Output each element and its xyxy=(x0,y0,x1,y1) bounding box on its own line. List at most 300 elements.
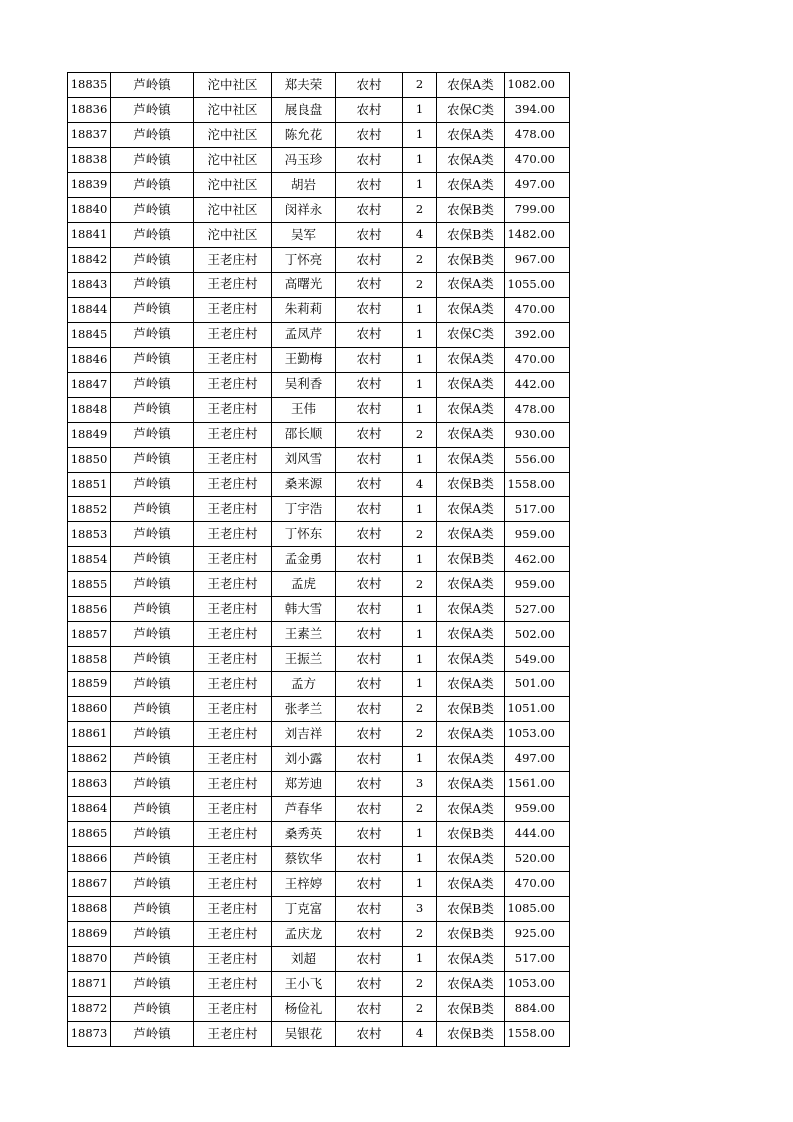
table-row xyxy=(68,73,570,98)
town-cell: 芦岭镇 xyxy=(111,597,194,622)
village-cell: 王老庄村 xyxy=(194,971,272,996)
record-number-cell: 18858 xyxy=(68,647,111,672)
table-row xyxy=(68,222,570,247)
table-row xyxy=(68,1021,570,1046)
amount-cell: 470.00 xyxy=(505,872,570,897)
area-type-cell: 农村 xyxy=(336,946,403,971)
area-type-cell: 农村 xyxy=(336,172,403,197)
amount-cell: 470.00 xyxy=(505,347,570,372)
person-name-cell: 丁宇浩 xyxy=(272,497,336,522)
village-cell: 王老庄村 xyxy=(194,797,272,822)
town-cell: 芦岭镇 xyxy=(111,822,194,847)
insurance-category-cell: 农保B类 xyxy=(437,472,505,497)
amount-cell: 1055.00 xyxy=(505,272,570,297)
household-size-cell: 1 xyxy=(403,322,437,347)
record-number-cell: 18847 xyxy=(68,372,111,397)
town-cell: 芦岭镇 xyxy=(111,397,194,422)
town-cell: 芦岭镇 xyxy=(111,896,194,921)
household-size-cell: 1 xyxy=(403,347,437,372)
village-cell: 王老庄村 xyxy=(194,572,272,597)
village-cell: 王老庄村 xyxy=(194,622,272,647)
household-size-cell: 2 xyxy=(403,73,437,98)
table-row xyxy=(68,672,570,697)
person-name-cell: 刘风雪 xyxy=(272,447,336,472)
amount-cell: 556.00 xyxy=(505,447,570,472)
insurance-category-cell: 农保A类 xyxy=(437,597,505,622)
area-type-cell: 农村 xyxy=(336,472,403,497)
household-size-cell: 1 xyxy=(403,372,437,397)
table-row xyxy=(68,272,570,297)
record-number-cell: 18856 xyxy=(68,597,111,622)
household-size-cell: 1 xyxy=(403,597,437,622)
household-size-cell: 3 xyxy=(403,896,437,921)
record-number-cell: 18843 xyxy=(68,272,111,297)
town-cell: 芦岭镇 xyxy=(111,447,194,472)
record-number-cell: 18869 xyxy=(68,921,111,946)
table-row xyxy=(68,647,570,672)
amount-cell: 959.00 xyxy=(505,797,570,822)
household-size-cell: 1 xyxy=(403,872,437,897)
town-cell: 芦岭镇 xyxy=(111,522,194,547)
table-row xyxy=(68,896,570,921)
record-number-cell: 18844 xyxy=(68,297,111,322)
area-type-cell: 农村 xyxy=(336,97,403,122)
amount-cell: 478.00 xyxy=(505,122,570,147)
insurance-category-cell: 农保B类 xyxy=(437,197,505,222)
village-cell: 王老庄村 xyxy=(194,247,272,272)
amount-cell: 462.00 xyxy=(505,547,570,572)
town-cell: 芦岭镇 xyxy=(111,572,194,597)
record-number-cell: 18872 xyxy=(68,996,111,1021)
household-size-cell: 4 xyxy=(403,222,437,247)
record-number-cell: 18857 xyxy=(68,622,111,647)
area-type-cell: 农村 xyxy=(336,647,403,672)
insurance-category-cell: 农保A类 xyxy=(437,622,505,647)
amount-cell: 444.00 xyxy=(505,822,570,847)
household-size-cell: 4 xyxy=(403,1021,437,1046)
table-row xyxy=(68,772,570,797)
person-name-cell: 朱莉莉 xyxy=(272,297,336,322)
amount-cell: 967.00 xyxy=(505,247,570,272)
person-name-cell: 王振兰 xyxy=(272,647,336,672)
insurance-category-cell: 农保A类 xyxy=(437,672,505,697)
amount-cell: 517.00 xyxy=(505,946,570,971)
area-type-cell: 农村 xyxy=(336,872,403,897)
record-number-cell: 18855 xyxy=(68,572,111,597)
amount-cell: 1051.00 xyxy=(505,697,570,722)
village-cell: 沱中社区 xyxy=(194,122,272,147)
record-number-cell: 18845 xyxy=(68,322,111,347)
person-name-cell: 邵长顺 xyxy=(272,422,336,447)
village-cell: 王老庄村 xyxy=(194,272,272,297)
town-cell: 芦岭镇 xyxy=(111,147,194,172)
area-type-cell: 农村 xyxy=(336,996,403,1021)
area-type-cell: 农村 xyxy=(336,971,403,996)
table-row xyxy=(68,822,570,847)
table-row xyxy=(68,147,570,172)
record-number-cell: 18864 xyxy=(68,797,111,822)
village-cell: 王老庄村 xyxy=(194,497,272,522)
insurance-category-cell: 农保A类 xyxy=(437,572,505,597)
area-type-cell: 农村 xyxy=(336,397,403,422)
record-number-cell: 18841 xyxy=(68,222,111,247)
town-cell: 芦岭镇 xyxy=(111,847,194,872)
record-number-cell: 18871 xyxy=(68,971,111,996)
household-size-cell: 1 xyxy=(403,547,437,572)
village-cell: 王老庄村 xyxy=(194,547,272,572)
person-name-cell: 郑夫荣 xyxy=(272,73,336,98)
town-cell: 芦岭镇 xyxy=(111,647,194,672)
town-cell: 芦岭镇 xyxy=(111,797,194,822)
household-size-cell: 1 xyxy=(403,497,437,522)
household-size-cell: 1 xyxy=(403,747,437,772)
person-name-cell: 桑来源 xyxy=(272,472,336,497)
person-name-cell: 冯玉珍 xyxy=(272,147,336,172)
table-row xyxy=(68,172,570,197)
person-name-cell: 蔡钦华 xyxy=(272,847,336,872)
insurance-category-cell: 农保A类 xyxy=(437,797,505,822)
amount-cell: 501.00 xyxy=(505,672,570,697)
table-row xyxy=(68,722,570,747)
town-cell: 芦岭镇 xyxy=(111,322,194,347)
insurance-category-cell: 农保A类 xyxy=(437,946,505,971)
person-name-cell: 丁怀东 xyxy=(272,522,336,547)
village-cell: 沱中社区 xyxy=(194,147,272,172)
insurance-category-cell: 农保A类 xyxy=(437,397,505,422)
insurance-category-cell: 农保A类 xyxy=(437,722,505,747)
area-type-cell: 农村 xyxy=(336,322,403,347)
table-row xyxy=(68,697,570,722)
person-name-cell: 王梓婷 xyxy=(272,872,336,897)
insurance-category-cell: 农保A类 xyxy=(437,347,505,372)
household-size-cell: 2 xyxy=(403,921,437,946)
area-type-cell: 农村 xyxy=(336,422,403,447)
table-row xyxy=(68,597,570,622)
person-name-cell: 刘小露 xyxy=(272,747,336,772)
area-type-cell: 农村 xyxy=(336,297,403,322)
area-type-cell: 农村 xyxy=(336,572,403,597)
insurance-category-cell: 农保A类 xyxy=(437,147,505,172)
household-size-cell: 1 xyxy=(403,822,437,847)
table-row xyxy=(68,797,570,822)
table-row xyxy=(68,547,570,572)
insurance-category-cell: 农保B类 xyxy=(437,222,505,247)
amount-cell: 1053.00 xyxy=(505,722,570,747)
amount-cell: 394.00 xyxy=(505,97,570,122)
person-name-cell: 丁怀亮 xyxy=(272,247,336,272)
amount-cell: 470.00 xyxy=(505,147,570,172)
person-name-cell: 闵祥永 xyxy=(272,197,336,222)
record-number-cell: 18851 xyxy=(68,472,111,497)
amount-cell: 478.00 xyxy=(505,397,570,422)
amount-cell: 1482.00 xyxy=(505,222,570,247)
amount-cell: 502.00 xyxy=(505,622,570,647)
area-type-cell: 农村 xyxy=(336,347,403,372)
insurance-category-cell: 农保A类 xyxy=(437,497,505,522)
amount-cell: 442.00 xyxy=(505,372,570,397)
household-size-cell: 2 xyxy=(403,197,437,222)
village-cell: 沱中社区 xyxy=(194,97,272,122)
village-cell: 王老庄村 xyxy=(194,322,272,347)
village-cell: 沱中社区 xyxy=(194,197,272,222)
record-number-cell: 18838 xyxy=(68,147,111,172)
amount-cell: 930.00 xyxy=(505,422,570,447)
village-cell: 王老庄村 xyxy=(194,397,272,422)
person-name-cell: 孟虎 xyxy=(272,572,336,597)
area-type-cell: 农村 xyxy=(336,921,403,946)
area-type-cell: 农村 xyxy=(336,697,403,722)
table-row xyxy=(68,747,570,772)
person-name-cell: 高曙光 xyxy=(272,272,336,297)
insurance-category-cell: 农保A类 xyxy=(437,372,505,397)
record-number-cell: 18859 xyxy=(68,672,111,697)
record-number-cell: 18867 xyxy=(68,872,111,897)
amount-cell: 1558.00 xyxy=(505,472,570,497)
town-cell: 芦岭镇 xyxy=(111,672,194,697)
area-type-cell: 农村 xyxy=(336,1021,403,1046)
table-row xyxy=(68,322,570,347)
village-cell: 王老庄村 xyxy=(194,896,272,921)
amount-cell: 1561.00 xyxy=(505,772,570,797)
area-type-cell: 农村 xyxy=(336,372,403,397)
town-cell: 芦岭镇 xyxy=(111,497,194,522)
insurance-category-cell: 农保A类 xyxy=(437,272,505,297)
town-cell: 芦岭镇 xyxy=(111,547,194,572)
person-name-cell: 孟凤芹 xyxy=(272,322,336,347)
town-cell: 芦岭镇 xyxy=(111,872,194,897)
village-cell: 王老庄村 xyxy=(194,996,272,1021)
household-size-cell: 1 xyxy=(403,122,437,147)
town-cell: 芦岭镇 xyxy=(111,347,194,372)
village-cell: 沱中社区 xyxy=(194,222,272,247)
household-size-cell: 1 xyxy=(403,147,437,172)
village-cell: 王老庄村 xyxy=(194,422,272,447)
area-type-cell: 农村 xyxy=(336,672,403,697)
amount-cell: 1082.00 xyxy=(505,73,570,98)
village-cell: 沱中社区 xyxy=(194,73,272,98)
person-name-cell: 孟金勇 xyxy=(272,547,336,572)
person-name-cell: 吴利香 xyxy=(272,372,336,397)
table-row xyxy=(68,847,570,872)
insurance-category-cell: 农保B类 xyxy=(437,697,505,722)
person-name-cell: 孟庆龙 xyxy=(272,921,336,946)
table-row xyxy=(68,946,570,971)
area-type-cell: 农村 xyxy=(336,447,403,472)
amount-cell: 959.00 xyxy=(505,572,570,597)
household-size-cell: 2 xyxy=(403,797,437,822)
person-name-cell: 王素兰 xyxy=(272,622,336,647)
household-size-cell: 2 xyxy=(403,272,437,297)
insurance-category-cell: 农保A类 xyxy=(437,422,505,447)
person-name-cell: 桑秀英 xyxy=(272,822,336,847)
household-size-cell: 3 xyxy=(403,772,437,797)
town-cell: 芦岭镇 xyxy=(111,97,194,122)
insurance-category-cell: 农保A类 xyxy=(437,747,505,772)
area-type-cell: 农村 xyxy=(336,847,403,872)
table-row xyxy=(68,622,570,647)
person-name-cell: 王勤梅 xyxy=(272,347,336,372)
record-number-cell: 18862 xyxy=(68,747,111,772)
amount-cell: 799.00 xyxy=(505,197,570,222)
area-type-cell: 农村 xyxy=(336,122,403,147)
record-number-cell: 18837 xyxy=(68,122,111,147)
town-cell: 芦岭镇 xyxy=(111,272,194,297)
village-cell: 王老庄村 xyxy=(194,772,272,797)
insurance-category-cell: 农保B类 xyxy=(437,921,505,946)
area-type-cell: 农村 xyxy=(336,597,403,622)
village-cell: 王老庄村 xyxy=(194,747,272,772)
record-number-cell: 18873 xyxy=(68,1021,111,1046)
record-number-cell: 18860 xyxy=(68,697,111,722)
village-cell: 王老庄村 xyxy=(194,347,272,372)
amount-cell: 470.00 xyxy=(505,297,570,322)
table-row xyxy=(68,347,570,372)
village-cell: 王老庄村 xyxy=(194,447,272,472)
town-cell: 芦岭镇 xyxy=(111,222,194,247)
record-number-cell: 18863 xyxy=(68,772,111,797)
insurance-category-cell: 农保B类 xyxy=(437,996,505,1021)
record-number-cell: 18853 xyxy=(68,522,111,547)
village-cell: 王老庄村 xyxy=(194,597,272,622)
table-row xyxy=(68,97,570,122)
area-type-cell: 农村 xyxy=(336,147,403,172)
record-number-cell: 18852 xyxy=(68,497,111,522)
record-number-cell: 18842 xyxy=(68,247,111,272)
table-row xyxy=(68,122,570,147)
insurance-category-cell: 农保A类 xyxy=(437,122,505,147)
household-size-cell: 4 xyxy=(403,472,437,497)
insurance-category-cell: 农保A类 xyxy=(437,872,505,897)
table-row xyxy=(68,472,570,497)
person-name-cell: 王小飞 xyxy=(272,971,336,996)
person-name-cell: 张孝兰 xyxy=(272,697,336,722)
area-type-cell: 农村 xyxy=(336,722,403,747)
record-number-cell: 18839 xyxy=(68,172,111,197)
area-type-cell: 农村 xyxy=(336,197,403,222)
insurance-category-cell: 农保A类 xyxy=(437,772,505,797)
village-cell: 王老庄村 xyxy=(194,872,272,897)
village-cell: 王老庄村 xyxy=(194,647,272,672)
area-type-cell: 农村 xyxy=(336,272,403,297)
person-name-cell: 陈允花 xyxy=(272,122,336,147)
amount-cell: 520.00 xyxy=(505,847,570,872)
amount-cell: 497.00 xyxy=(505,172,570,197)
person-name-cell: 刘吉祥 xyxy=(272,722,336,747)
insurance-category-cell: 农保B类 xyxy=(437,822,505,847)
record-number-cell: 18836 xyxy=(68,97,111,122)
area-type-cell: 农村 xyxy=(336,772,403,797)
town-cell: 芦岭镇 xyxy=(111,122,194,147)
household-size-cell: 1 xyxy=(403,97,437,122)
amount-cell: 549.00 xyxy=(505,647,570,672)
beneficiary-table xyxy=(67,72,570,1047)
table-row xyxy=(68,971,570,996)
town-cell: 芦岭镇 xyxy=(111,747,194,772)
person-name-cell: 王伟 xyxy=(272,397,336,422)
person-name-cell: 杨俭礼 xyxy=(272,996,336,1021)
person-name-cell: 郑芳迪 xyxy=(272,772,336,797)
table-row xyxy=(68,372,570,397)
amount-cell: 527.00 xyxy=(505,597,570,622)
insurance-category-cell: 农保B类 xyxy=(437,247,505,272)
person-name-cell: 孟方 xyxy=(272,672,336,697)
village-cell: 王老庄村 xyxy=(194,946,272,971)
record-number-cell: 18846 xyxy=(68,347,111,372)
person-name-cell: 吴军 xyxy=(272,222,336,247)
household-size-cell: 1 xyxy=(403,447,437,472)
table-row xyxy=(68,872,570,897)
insurance-category-cell: 农保C类 xyxy=(437,97,505,122)
household-size-cell: 2 xyxy=(403,247,437,272)
person-name-cell: 胡岩 xyxy=(272,172,336,197)
town-cell: 芦岭镇 xyxy=(111,971,194,996)
insurance-category-cell: 农保B类 xyxy=(437,547,505,572)
table-row xyxy=(68,247,570,272)
town-cell: 芦岭镇 xyxy=(111,372,194,397)
town-cell: 芦岭镇 xyxy=(111,1021,194,1046)
table-row xyxy=(68,996,570,1021)
area-type-cell: 农村 xyxy=(336,822,403,847)
table-row xyxy=(68,921,570,946)
household-size-cell: 1 xyxy=(403,647,437,672)
record-number-cell: 18849 xyxy=(68,422,111,447)
village-cell: 王老庄村 xyxy=(194,472,272,497)
record-number-cell: 18835 xyxy=(68,73,111,98)
household-size-cell: 2 xyxy=(403,422,437,447)
town-cell: 芦岭镇 xyxy=(111,772,194,797)
household-size-cell: 1 xyxy=(403,847,437,872)
amount-cell: 497.00 xyxy=(505,747,570,772)
insurance-category-cell: 农保A类 xyxy=(437,73,505,98)
table-row xyxy=(68,422,570,447)
insurance-category-cell: 农保B类 xyxy=(437,1021,505,1046)
insurance-category-cell: 农保A类 xyxy=(437,172,505,197)
table-row xyxy=(68,572,570,597)
household-size-cell: 1 xyxy=(403,622,437,647)
insurance-category-cell: 农保A类 xyxy=(437,447,505,472)
town-cell: 芦岭镇 xyxy=(111,422,194,447)
insurance-category-cell: 农保A类 xyxy=(437,297,505,322)
insurance-category-cell: 农保A类 xyxy=(437,522,505,547)
table-row xyxy=(68,297,570,322)
amount-cell: 392.00 xyxy=(505,322,570,347)
record-number-cell: 18840 xyxy=(68,197,111,222)
village-cell: 王老庄村 xyxy=(194,822,272,847)
amount-cell: 1558.00 xyxy=(505,1021,570,1046)
town-cell: 芦岭镇 xyxy=(111,921,194,946)
insurance-category-cell: 农保A类 xyxy=(437,647,505,672)
insurance-category-cell: 农保B类 xyxy=(437,896,505,921)
person-name-cell: 丁克富 xyxy=(272,896,336,921)
table-row xyxy=(68,397,570,422)
area-type-cell: 农村 xyxy=(336,222,403,247)
village-cell: 王老庄村 xyxy=(194,697,272,722)
table-row xyxy=(68,197,570,222)
town-cell: 芦岭镇 xyxy=(111,297,194,322)
village-cell: 沱中社区 xyxy=(194,172,272,197)
village-cell: 王老庄村 xyxy=(194,1021,272,1046)
insurance-category-cell: 农保A类 xyxy=(437,847,505,872)
village-cell: 王老庄村 xyxy=(194,722,272,747)
record-number-cell: 18861 xyxy=(68,722,111,747)
record-number-cell: 18870 xyxy=(68,946,111,971)
record-number-cell: 18850 xyxy=(68,447,111,472)
village-cell: 王老庄村 xyxy=(194,847,272,872)
household-size-cell: 1 xyxy=(403,172,437,197)
person-name-cell: 韩大雪 xyxy=(272,597,336,622)
household-size-cell: 2 xyxy=(403,572,437,597)
person-name-cell: 吴银花 xyxy=(272,1021,336,1046)
